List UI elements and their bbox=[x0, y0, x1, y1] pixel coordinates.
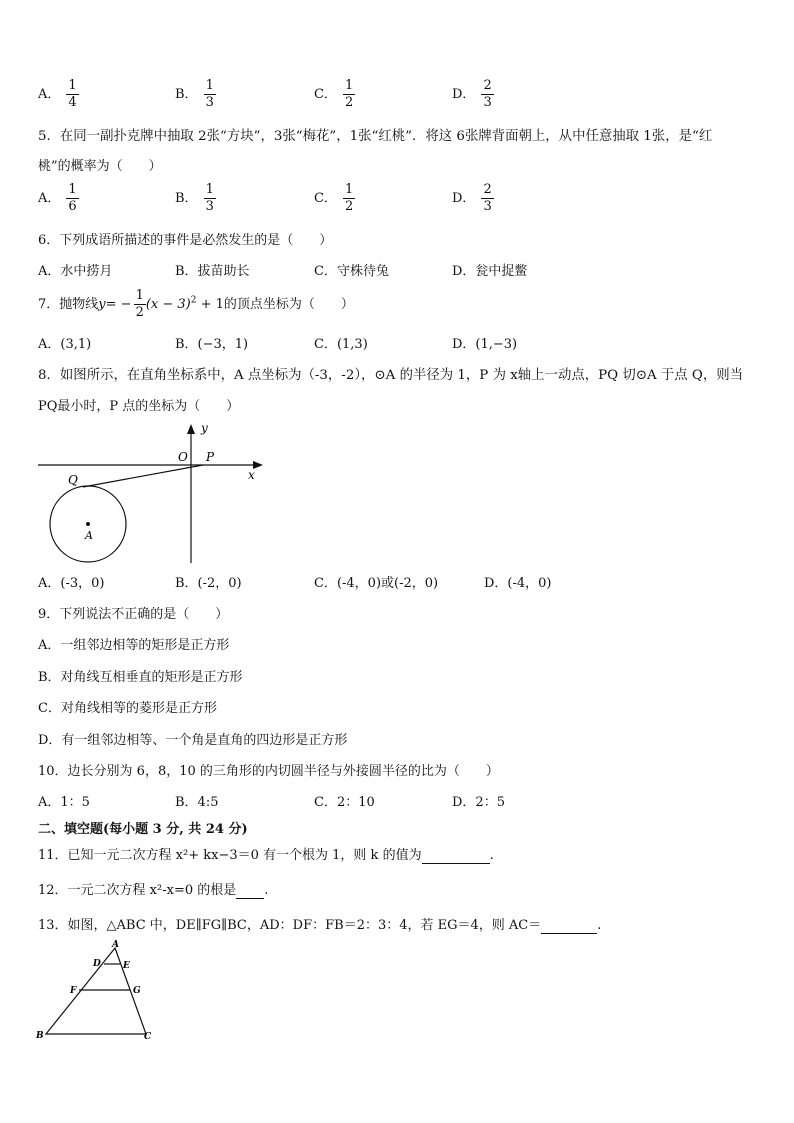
label-d: D bbox=[93, 959, 101, 969]
section-fill-in-heading: 二、填空题(每小题 3 分, 共 24 分) bbox=[38, 822, 248, 837]
q8-option-b: B．(-2，0) bbox=[175, 576, 242, 591]
q6-option-b: B．拔苗助长 bbox=[175, 264, 250, 279]
q13-stem: 13．如图，△ABC 中，DE∥FG∥BC，AD：DF：FB＝2：3：4，若 EG＝4，则 AC＝ . bbox=[38, 918, 602, 933]
q5-option-c: C． $\frac{1}{2}$ bbox=[314, 182, 354, 214]
q6-option-c: C．守株待兔 bbox=[314, 264, 389, 279]
q10-option-c: C．2：10 bbox=[314, 795, 375, 810]
label-x: x bbox=[248, 468, 255, 482]
q12-stem: 12．一元二次方程 x²-x=0 的根是 . bbox=[38, 883, 269, 898]
q9-option-d: D．有一组邻边相等、一个角是直角的四边形是正方形 bbox=[38, 733, 348, 748]
q5-stem-line2: 桃”的概率为（ ） bbox=[38, 159, 162, 174]
q7-option-d: D．(1,−3) bbox=[452, 337, 518, 352]
label-c: C bbox=[144, 1032, 152, 1042]
label-b: B bbox=[36, 1031, 44, 1041]
q5-option-a: A． $\frac{1}{6}$ bbox=[38, 182, 77, 214]
q11-stem: 11．已知一元二次方程 x²+ kx−3＝0 有一个根为 1，则 k 的值为 . bbox=[38, 848, 494, 863]
q5-stem-line1: 5．在同一副扑克牌中抽取 2张“方块”，3张“梅花”，1张“红桃”．将这 6张牌背面朝上，从中任意抽取 1张，是“红 bbox=[38, 129, 713, 144]
q11-answer-blank[interactable] bbox=[422, 848, 490, 864]
label-y: y bbox=[201, 421, 208, 435]
label-f: F bbox=[70, 986, 77, 996]
q10-option-a: A．1：5 bbox=[38, 795, 90, 810]
q8-coordinate-figure bbox=[30, 418, 280, 568]
q8-option-a: A．(-3，0) bbox=[38, 576, 105, 591]
q5-option-d: D． $\frac{2}{3}$ bbox=[452, 182, 492, 214]
label-p: P bbox=[206, 450, 215, 464]
q13-answer-blank[interactable] bbox=[541, 918, 597, 934]
q5-option-b: B． $\frac{1}{3}$ bbox=[175, 182, 214, 214]
q13-triangle-figure bbox=[34, 938, 164, 1042]
q4-option-d: D． $\frac{2}{3}$ bbox=[452, 78, 492, 110]
label-a: A bbox=[112, 940, 119, 950]
q7-option-c: C．(1,3) bbox=[314, 337, 368, 352]
q8-stem-line1: 8．如图所示，在直角坐标系中，A 点坐标为（-3，-2），⊙A 的半径为 1，P 为 x轴上一动点，PQ 切⊙A 于点 Q，则当 bbox=[38, 368, 744, 383]
label-g: G bbox=[133, 986, 141, 996]
y-axis-arrow bbox=[187, 424, 195, 434]
q4-option-c: C． $\frac{1}{2}$ bbox=[314, 78, 354, 110]
q10-option-b: B．4:5 bbox=[175, 795, 219, 810]
q4-option-b: B． $\frac{1}{3}$ bbox=[175, 78, 214, 110]
q7-option-b: B．(−3，1) bbox=[175, 337, 249, 352]
label-o: O bbox=[178, 450, 188, 464]
q8-option-d: D．(-4，0) bbox=[484, 576, 552, 591]
q12-answer-blank[interactable] bbox=[236, 883, 264, 899]
q9-stem: 9．下列说法不正确的是（ ） bbox=[38, 607, 229, 622]
q10-option-d: D．2：5 bbox=[452, 795, 505, 810]
q10-stem: 10．边长分别为 6，8，10 的三角形的内切圆半径与外接圆半径的比为（ ） bbox=[38, 764, 499, 779]
tangent-pq bbox=[83, 465, 203, 487]
label-q: Q bbox=[68, 473, 78, 487]
q9-option-a: A．一组邻边相等的矩形是正方形 bbox=[38, 638, 230, 653]
q9-option-c: C．对角线相等的菱形是正方形 bbox=[38, 701, 217, 716]
label-a: A bbox=[85, 529, 93, 542]
center-a-point bbox=[86, 522, 90, 526]
q9-option-b: B．对角线互相垂直的矩形是正方形 bbox=[38, 670, 243, 685]
q6-option-a: A．水中捞月 bbox=[38, 264, 113, 279]
q4-option-a: A． $\frac{1}{4}$ bbox=[38, 78, 77, 110]
q8-option-c: C．(-4，0)或(-2，0) bbox=[314, 576, 439, 591]
label-e: E bbox=[123, 961, 130, 971]
q7-stem: 7．抛物线y= − $\frac{1}{2}$ $(x - 3)^2 + 1$的顶点坐标为（ ） bbox=[38, 288, 354, 320]
q7-option-a: A．(3,1) bbox=[38, 337, 92, 352]
q8-stem-line2: PQ最小时，P 点的坐标为（ ） bbox=[38, 399, 240, 414]
q6-option-d: D．瓮中捉鳖 bbox=[452, 264, 528, 279]
q6-stem: 6．下列成语所描述的事件是必然发生的是（ ） bbox=[38, 233, 333, 248]
